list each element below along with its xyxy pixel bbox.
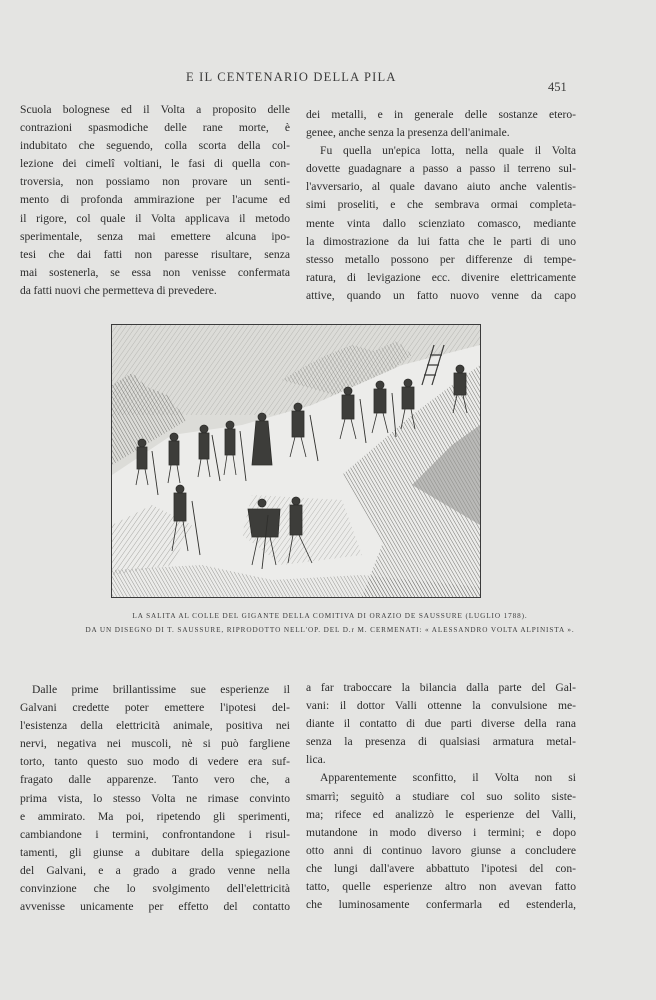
text-line: l'esistenza della elettricità animale, positiva nei xyxy=(20,719,290,733)
text-line: mente vinta dallo scienziato comasco, mediante xyxy=(306,216,576,230)
text-line: e ammirato. Ma poi, ripetendo gli sperimenti, xyxy=(20,809,290,823)
text-line: mai sostenerla, se essa non venisse confermata xyxy=(20,265,290,279)
text-column-top-right xyxy=(306,106,576,305)
text-line: che luminosamente confermarla ed estenderla, xyxy=(306,898,576,912)
text-line: cambiandone i termini, confrontandone i risul- xyxy=(20,827,290,841)
text-line: convinzione che lo svolgimento dell'elettricità xyxy=(20,882,290,896)
text-line: Dalle prime brillantissime sue esperienze il xyxy=(32,683,290,696)
text-line: da fatti nuovi che permetteva di prevedere. xyxy=(20,283,217,297)
text-line: Galvani credette poter emettere l'ipotesi del- xyxy=(20,701,290,715)
text-line: tatto, quelle esperienze altro non avevan fatto xyxy=(306,880,576,894)
text-line: lica. xyxy=(306,753,326,767)
text-column-bottom-left xyxy=(20,681,290,916)
text-line: diante il contatto di due parti diverse della rana xyxy=(306,717,576,731)
text-line: del Galvani, e a grado a grado venne nella xyxy=(20,863,290,877)
text-line: Scuola bolognese ed il Volta a proposito delle xyxy=(20,103,290,116)
text-line: indubitato che seguendo, colla scorta della col- xyxy=(20,139,290,153)
text-line: otto anni di continuo lavoro giunse a concludere xyxy=(306,843,576,857)
text-line: torto, tanto questo suo modo di vedere era suf- xyxy=(20,755,290,769)
text-line: smarrì; seguitò a studiare col suo solito siste- xyxy=(306,789,576,803)
text-line: mento di profonda ammirazione per l'acume ed xyxy=(20,193,290,207)
text-line: dovette guadagnare a passo a passo il terreno sul- xyxy=(306,162,576,176)
text-line: fragato dalle apparenze. Tanto vero che, a xyxy=(20,773,290,787)
figure-caption-line-1: LA SALITA AL COLLE DEL GIGANTE DELLA COMITIVA DI ORAZIO DE SAUSSURE (LUGLIO 1788). xyxy=(132,612,528,620)
text-column-bottom-right xyxy=(306,679,576,914)
text-line: troversia, non possiamo non provare un senti- xyxy=(20,175,290,189)
text-line: simi proseliti, e che sembrava ormai completa- xyxy=(306,198,576,212)
text-line: mutandone in modo diverso i termini; e dopo xyxy=(306,825,576,839)
text-line: Fu quella un'epica lotta, nella quale il Volta xyxy=(320,144,576,158)
text-line: stesso metallo possono per differenze di tempe- xyxy=(306,252,576,266)
text-line: la dimostrazione da lui fatta che le parti di uno xyxy=(306,234,576,248)
text-line: a far traboccare la bilancia dalla parte del Gal- xyxy=(306,681,576,694)
alpine-ascent-engraving xyxy=(112,325,480,597)
text-line: tamenti, gli giunse a dubitare della spiegazione xyxy=(20,845,290,859)
text-line: lezione dei cimelî voltiani, le fasi di quella con- xyxy=(20,157,290,171)
text-line: vani: il dottor Valli ottenne la convulsione me- xyxy=(306,699,576,713)
figure-caption-line-2: DA UN DISEGNO DI T. SAUSSURE, RIPRODOTTO NELL'OP. DEL D.r M. CERMENATI: « ALESSANDRO VOLTA ALPINISTA ». xyxy=(85,626,575,634)
text-line: il rigore, col quale il Volta applicava il metodo xyxy=(20,211,290,225)
text-line: che lungi dall'avere abbattuto l'ipotesi del con- xyxy=(306,861,576,875)
page-number: 451 xyxy=(548,80,567,94)
running-title: E IL CENTENARIO DELLA PILA xyxy=(186,70,397,84)
text-line: senza la presenza di qualsiasi armatura metal- xyxy=(306,735,576,749)
engraving-illustration xyxy=(111,324,481,598)
text-line: contrazioni spasmodiche delle rane morte, è xyxy=(20,121,290,135)
text-line: prima vista, lo stesso Volta ne rimase convinto xyxy=(20,791,290,805)
text-line: genee, anche senza la presenza dell'animale. xyxy=(306,126,510,140)
text-line: tesi che dai fatti non paresse risultare, senza xyxy=(20,247,290,261)
text-line: sperimentale, senza mai emettere alcuna ipo- xyxy=(20,229,290,243)
text-line: nervi, negativa nei muscoli, nè si può fargliene xyxy=(20,737,290,751)
text-column-top-left xyxy=(20,101,290,300)
text-line: attive, quando un fatto nuovo venne da capo xyxy=(306,288,576,302)
text-line: l'avversario, al quale davano aiuto anche valentis- xyxy=(306,180,576,194)
text-line: ma; rifece ed analizzò le esperienze del Valli, xyxy=(306,807,576,821)
text-line: dei metalli, e in generale delle sostanze etero- xyxy=(306,108,576,121)
text-line: Apparentemente sconfitto, il Volta non si xyxy=(320,771,576,785)
text-line: ratura, di levigazione ecc. divenire elettricamente xyxy=(306,270,576,284)
text-line: avvenisse unicamente per effetto del contatto xyxy=(20,900,290,914)
